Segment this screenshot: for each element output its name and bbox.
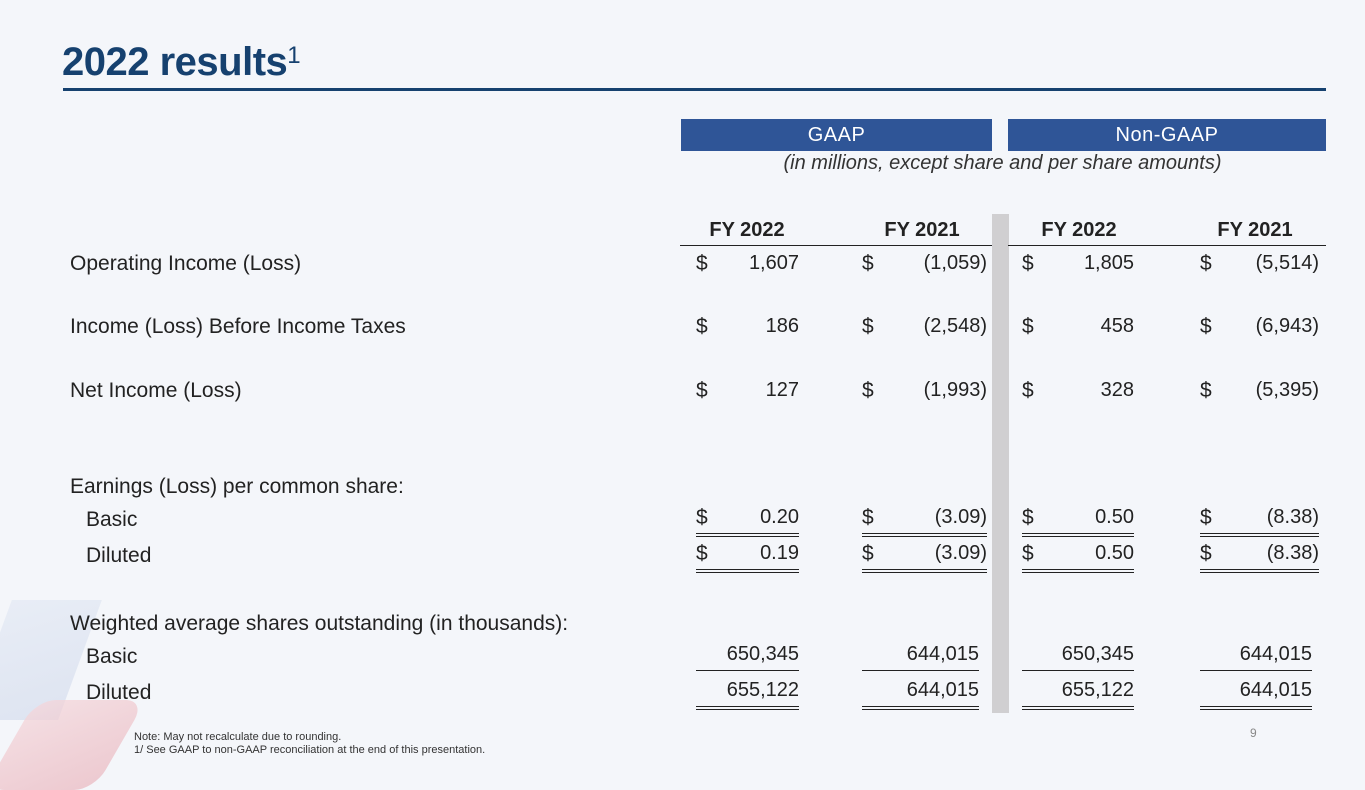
currency-symbol: $: [862, 542, 874, 565]
currency-symbol: $: [1022, 379, 1034, 402]
single-underline: [862, 670, 979, 671]
double-underline: [1022, 706, 1134, 707]
double-underline: [696, 533, 799, 534]
page-title-text: 2022 results: [62, 40, 288, 84]
double-underline: [696, 572, 799, 573]
non-gaap-header: Non-GAAP: [1008, 119, 1326, 151]
cell-shares-basic-gaap-2021: 644,015: [906, 643, 979, 665]
col-header-gaap-2021: FY 2021: [884, 219, 960, 241]
cell-shares-diluted-gaap-2021: 644,015: [906, 679, 979, 701]
cell-net-income-nongaap-2022: 328: [1100, 379, 1134, 401]
cell-net-income-nongaap-2021: (5,395): [1255, 379, 1319, 401]
row-label-eps-basic: Basic: [86, 508, 138, 531]
row-label-operating-income: Operating Income (Loss): [70, 252, 302, 275]
footnote-rounding: Note: May not recalculate due to rounding.: [134, 731, 342, 743]
double-underline: [1200, 536, 1319, 537]
col-header-non-gaap-2021: FY 2021: [1217, 219, 1293, 241]
cell-income-before-taxes-nongaap-2021: (6,943): [1255, 315, 1319, 337]
cell-eps-basic-gaap-2022: 0.20: [760, 506, 799, 528]
cell-eps-basic-gaap-2021: (3.09): [934, 506, 987, 528]
currency-symbol: $: [862, 252, 874, 275]
row-label-net-income: Net Income (Loss): [70, 379, 242, 402]
gaap-non-gaap-separator: [992, 214, 1009, 713]
currency-symbol: $: [1022, 252, 1034, 275]
cell-eps-basic-nongaap-2022: 0.50: [1095, 506, 1134, 528]
currency-symbol: $: [1200, 542, 1212, 565]
double-underline: [696, 706, 799, 707]
currency-symbol: $: [862, 506, 874, 529]
currency-symbol: $: [1200, 379, 1212, 402]
currency-symbol: $: [696, 379, 708, 402]
row-label-shares-diluted: Diluted: [86, 681, 152, 704]
single-underline: [1022, 670, 1134, 671]
row-label-eps-diluted: Diluted: [86, 544, 152, 567]
cell-eps-diluted-nongaap-2021: (8.38): [1266, 542, 1319, 564]
gaap-header: GAAP: [681, 119, 992, 151]
col-header-rule-gaap: [680, 245, 992, 246]
cell-shares-basic-nongaap-2021: 644,015: [1239, 643, 1312, 665]
cell-eps-diluted-gaap-2021: (3.09): [934, 542, 987, 564]
cell-shares-basic-gaap-2022: 650,345: [726, 643, 799, 665]
double-underline: [862, 569, 987, 570]
double-underline: [862, 533, 987, 534]
double-underline: [696, 569, 799, 570]
double-underline: [862, 536, 987, 537]
col-header-gaap-2022: FY 2022: [709, 219, 785, 241]
currency-symbol: $: [862, 379, 874, 402]
cell-income-before-taxes-gaap-2022: 186: [765, 315, 799, 337]
double-underline: [1200, 533, 1319, 534]
double-underline: [696, 536, 799, 537]
single-underline: [696, 670, 799, 671]
double-underline: [1022, 709, 1134, 710]
cell-shares-diluted-nongaap-2022: 655,122: [1061, 679, 1134, 701]
currency-symbol: $: [696, 506, 708, 529]
row-label-income-before-taxes: Income (Loss) Before Income Taxes: [70, 315, 406, 338]
table-subtitle: (in millions, except share and per share amounts): [783, 152, 1222, 174]
page-title: [62, 40, 300, 85]
double-underline: [1200, 706, 1312, 707]
double-underline: [1200, 709, 1312, 710]
cell-shares-diluted-gaap-2022: 655,122: [726, 679, 799, 701]
currency-symbol: $: [1022, 506, 1034, 529]
cell-operating-income-nongaap-2022: 1,805: [1083, 252, 1134, 274]
cell-operating-income-gaap-2022: 1,607: [748, 252, 799, 274]
double-underline: [862, 706, 979, 707]
cell-eps-diluted-nongaap-2022: 0.50: [1095, 542, 1134, 564]
currency-symbol: $: [696, 542, 708, 565]
section-label-shares: Weighted average shares outstanding (in thousands):: [70, 612, 569, 635]
cell-shares-diluted-nongaap-2021: 644,015: [1239, 679, 1312, 701]
cell-income-before-taxes-nongaap-2022: 458: [1100, 315, 1134, 337]
cell-operating-income-gaap-2021: (1,059): [923, 252, 987, 274]
cell-shares-basic-nongaap-2022: 650,345: [1061, 643, 1134, 665]
cell-eps-diluted-gaap-2022: 0.19: [760, 542, 799, 564]
cell-eps-basic-nongaap-2021: (8.38): [1266, 506, 1319, 528]
double-underline: [1200, 572, 1319, 573]
cell-operating-income-nongaap-2021: (5,514): [1255, 252, 1319, 274]
double-underline: [1022, 569, 1134, 570]
currency-symbol: $: [1200, 315, 1212, 338]
cell-net-income-gaap-2022: 127: [765, 379, 799, 401]
cell-income-before-taxes-gaap-2021: (2,548): [923, 315, 987, 337]
title-divider: [63, 88, 1326, 91]
row-label-shares-basic: Basic: [86, 645, 138, 668]
currency-symbol: $: [1022, 542, 1034, 565]
double-underline: [1022, 572, 1134, 573]
page-number: 9: [1250, 726, 1257, 740]
section-label-eps: Earnings (Loss) per common share:: [70, 475, 404, 498]
currency-symbol: $: [1200, 506, 1212, 529]
double-underline: [1200, 569, 1319, 570]
currency-symbol: $: [1200, 252, 1212, 275]
footnote-reconciliation: 1/ See GAAP to non-GAAP reconciliation at the end of this presentation.: [134, 744, 486, 756]
double-underline: [696, 709, 799, 710]
double-underline: [1022, 536, 1134, 537]
currency-symbol: $: [696, 252, 708, 275]
cell-net-income-gaap-2021: (1,993): [923, 379, 987, 401]
double-underline: [862, 709, 979, 710]
title-footnote-marker: 1: [287, 42, 301, 69]
currency-symbol: $: [862, 315, 874, 338]
double-underline: [1022, 533, 1134, 534]
col-header-non-gaap-2022: FY 2022: [1041, 219, 1117, 241]
single-underline: [1200, 670, 1312, 671]
currency-symbol: $: [696, 315, 708, 338]
currency-symbol: $: [1022, 315, 1034, 338]
double-underline: [862, 572, 987, 573]
col-header-rule-non-gaap: [1008, 245, 1326, 246]
